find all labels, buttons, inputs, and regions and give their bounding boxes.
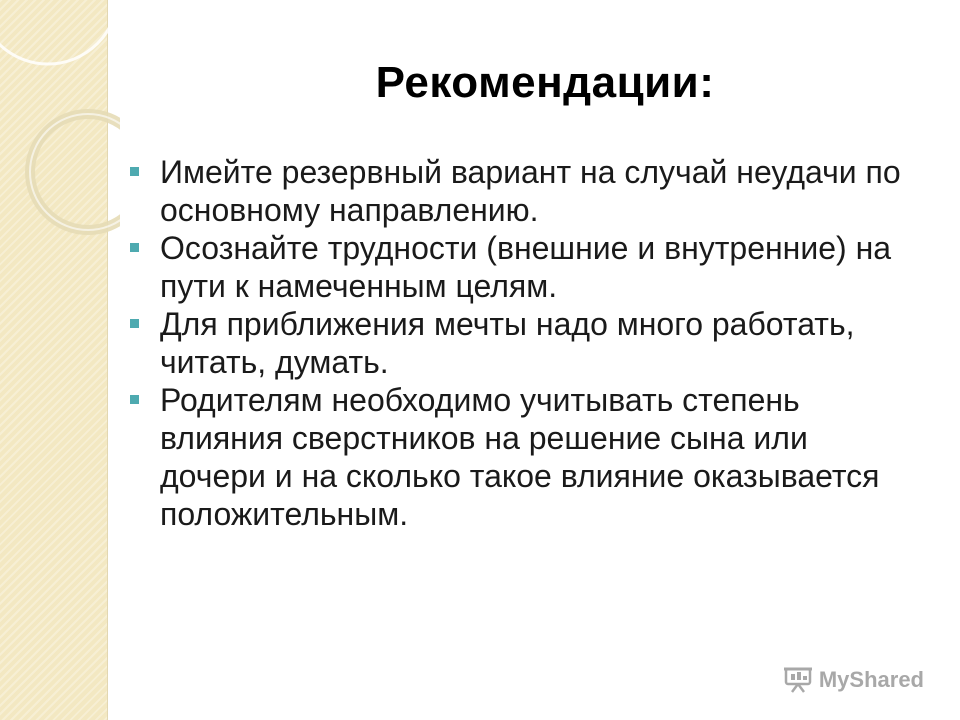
bullet-item [128,153,918,229]
watermark-text: MyShared [818,667,924,692]
square-bullet-icon [130,243,139,252]
bullet-item [128,229,918,305]
slide-title: Рекомендации: [375,58,715,107]
square-bullet-icon [130,319,139,328]
bullet-text: Осознайте трудности (внешние и внутренние) на пути к намеченным целям. [160,230,892,304]
bullet-item [128,305,918,381]
square-bullet-icon [130,167,139,176]
bullet-text: Родителям необходимо учитывать степень влияния сверстников на решение сына или дочери и на сколько такое влияние оказывается положительным. [160,382,880,532]
bullet-text: Имейте резервный вариант на случай неудачи по основному направлению. [160,154,901,228]
bullet-item [128,381,918,533]
square-bullet-icon [130,395,139,404]
bullet-text: Для приближения мечты надо много работать, читать, думать. [160,306,855,380]
watermark-logo [783,666,924,694]
presentation-board-icon [783,666,813,694]
decorative-circles [0,0,120,260]
bullet-list [128,153,918,533]
